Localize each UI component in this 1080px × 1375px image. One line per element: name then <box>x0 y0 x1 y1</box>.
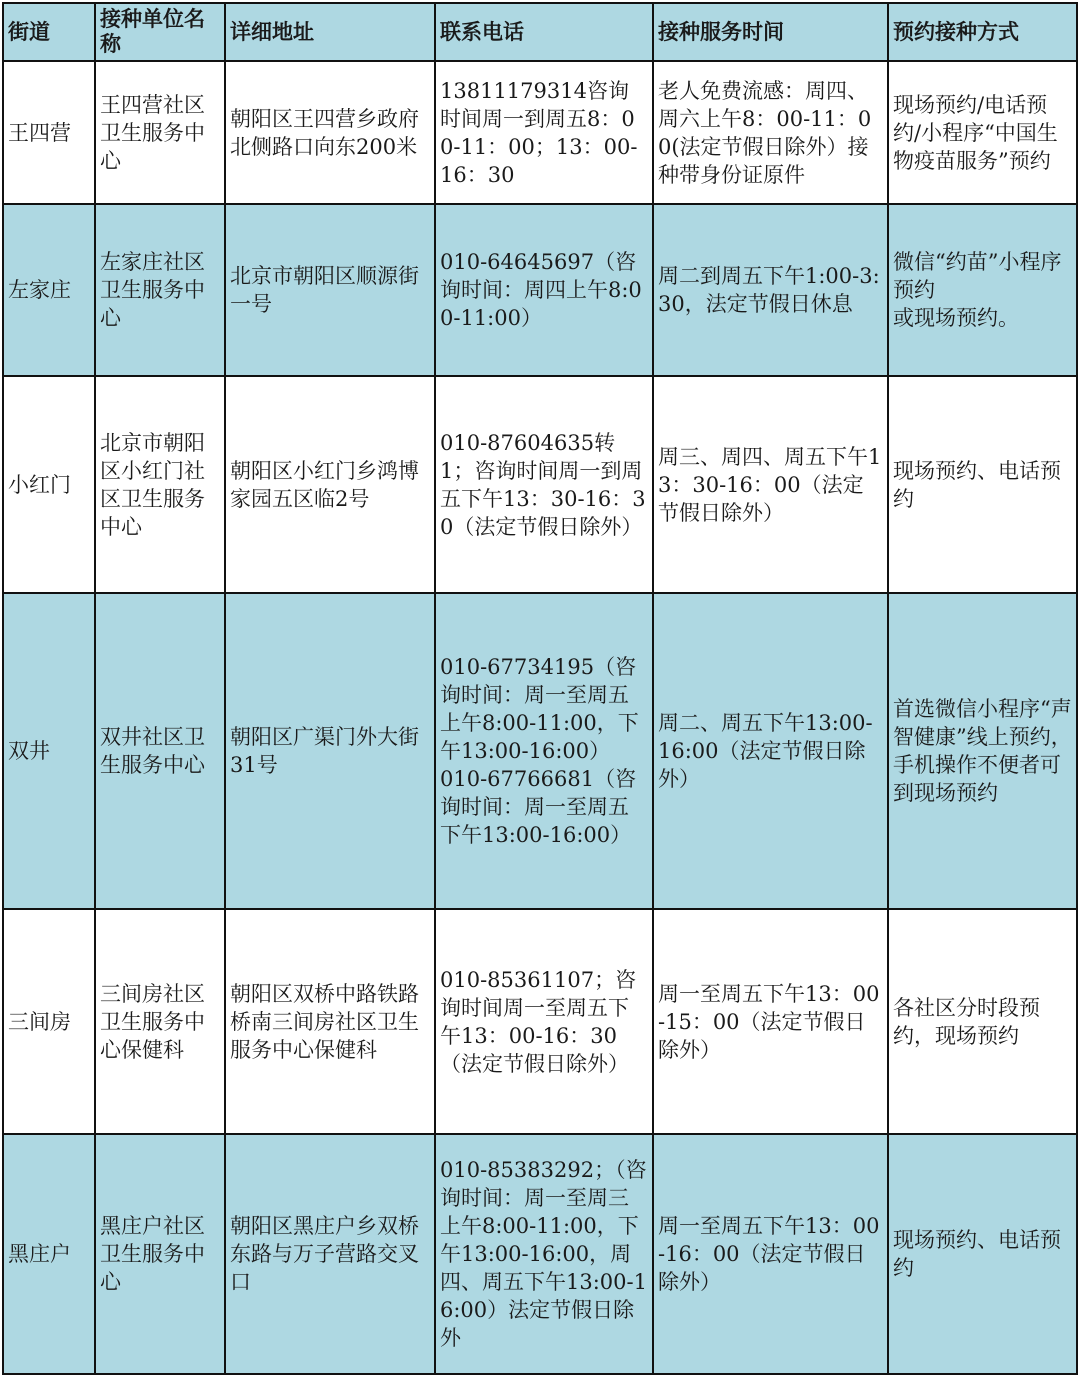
cell-booking-method: 首选微信小程序“声智健康”线上预约，手机操作不便者可到现场预约 <box>888 593 1077 909</box>
cell-unit-name: 双井社区卫生服务中心 <box>95 593 225 909</box>
booking-line: 或现场预约。 <box>893 306 1019 330</box>
booking-line: 微信“约苗”小程序预约 <box>893 250 1062 302</box>
table-row <box>3 1134 1077 1374</box>
cell-street: 左家庄 <box>3 204 95 376</box>
table-row <box>3 593 1077 909</box>
cell-street: 三间房 <box>3 909 95 1134</box>
cell-booking-method <box>888 204 1077 376</box>
cell-booking-method: 现场预约、电话预约 <box>888 376 1077 593</box>
cell-unit-name: 左家庄社区卫生服务中心 <box>95 204 225 376</box>
cell-street: 黑庄户 <box>3 1134 95 1374</box>
cell-service-time: 老人免费流感：周四、周六上午8：00-11：00(法定节假日除外）接种带身份证原件 <box>653 61 888 204</box>
cell-unit-name: 黑庄户社区卫生服务中心 <box>95 1134 225 1374</box>
cell-phone: 010-64645697（咨询时间：周四上午8:00-11:00） <box>435 204 653 376</box>
cell-address: 北京市朝阳区顺源街一号 <box>225 204 435 376</box>
cell-booking-method: 各社区分时段预约，现场预约 <box>888 909 1077 1134</box>
cell-service-time: 周一至周五下午13：00-16：00（法定节假日除外） <box>653 1134 888 1374</box>
cell-address: 朝阳区双桥中路铁路桥南三间房社区卫生服务中心保健科 <box>225 909 435 1134</box>
header-booking-method: 预约接种方式 <box>888 3 1077 61</box>
table-row <box>3 376 1077 593</box>
cell-phone <box>435 593 653 909</box>
cell-unit-name: 三间房社区卫生服务中心保健科 <box>95 909 225 1134</box>
header-street: 街道 <box>3 3 95 61</box>
cell-phone: 010-85361107；咨询时间周一至周五下午13：00-16：30（法定节假日除外） <box>435 909 653 1134</box>
cell-address: 朝阳区小红门乡鸿博家园五区临2号 <box>225 376 435 593</box>
table-row <box>3 61 1077 204</box>
table-row <box>3 204 1077 376</box>
cell-phone: 13811179314咨询时间周一到周五8：00-11：00；13：00-16：30 <box>435 61 653 204</box>
cell-service-time: 周二到周五下午1:00-3:30，法定节假日休息 <box>653 204 888 376</box>
cell-phone: 010-85383292；（咨询时间：周一至周三上午8:00-11:00，下午13:00-16:00，周四、周五下午13:00-16:00）法定节假日除外 <box>435 1134 653 1374</box>
cell-street: 双井 <box>3 593 95 909</box>
cell-phone: 010-87604635转1；咨询时间周一到周五下午13：30-16：30（法定节假日除外） <box>435 376 653 593</box>
cell-booking-method: 现场预约、电话预约 <box>888 1134 1077 1374</box>
header-phone: 联系电话 <box>435 3 653 61</box>
cell-service-time: 周一至周五下午13：00-15：00（法定节假日除外） <box>653 909 888 1134</box>
vaccination-schedule-table <box>2 2 1078 1375</box>
cell-address: 朝阳区黑庄户乡双桥东路与万子营路交叉口 <box>225 1134 435 1374</box>
cell-address: 朝阳区王四营乡政府北侧路口向东200米 <box>225 61 435 204</box>
cell-unit-name: 王四营社区卫生服务中心 <box>95 61 225 204</box>
cell-unit-name: 北京市朝阳区小红门社区卫生服务中心 <box>95 376 225 593</box>
cell-service-time: 周二、周五下午13:00-16:00（法定节假日除外） <box>653 593 888 909</box>
cell-booking-method: 现场预约/电话预约/小程序“中国生物疫苗服务”预约 <box>888 61 1077 204</box>
cell-service-time: 周三、周四、周五下午13：30-16：00（法定节假日除外） <box>653 376 888 593</box>
table-row <box>3 909 1077 1134</box>
phone-line: 010-67734195（咨询时间：周一至周五上午8:00-11:00，下午13:00-16:00） <box>440 655 639 763</box>
header-unit-name: 接种单位名称 <box>95 3 225 61</box>
phone-line: 010-67766681（咨询时间：周一至周五下午13:00-16:00） <box>440 767 637 847</box>
cell-address: 朝阳区广渠门外大街31号 <box>225 593 435 909</box>
cell-street: 王四营 <box>3 61 95 204</box>
table-header-row <box>3 3 1077 61</box>
header-service-time: 接种服务时间 <box>653 3 888 61</box>
header-address: 详细地址 <box>225 3 435 61</box>
cell-street: 小红门 <box>3 376 95 593</box>
